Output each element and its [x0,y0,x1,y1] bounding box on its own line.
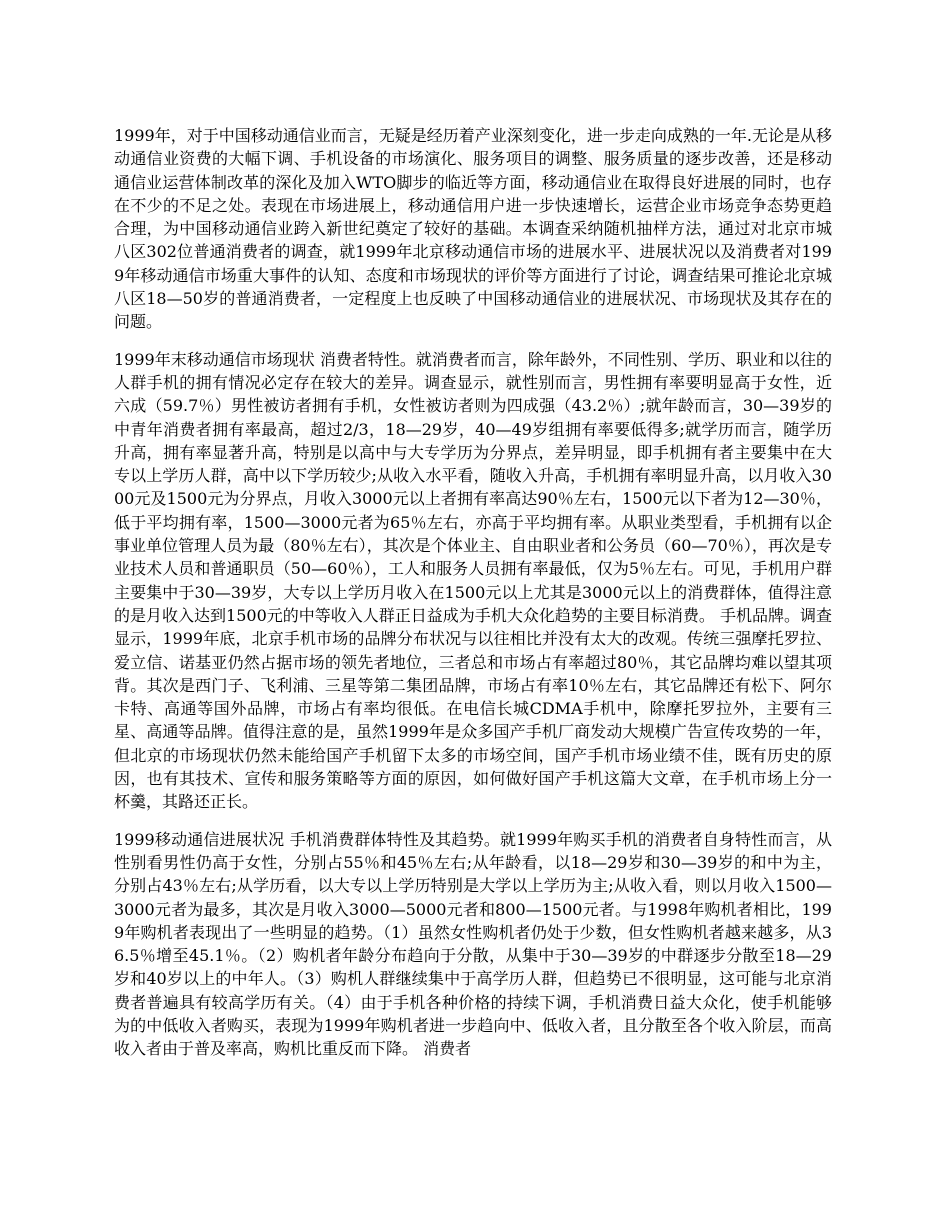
paragraph-development: 1999移动通信进展状况 手机消费群体特性及其趋势。就1999年购买手机的消费者自身特性而言，从性别看男性仍高于女性，分别占55％和45％左右;从年龄看，以18—29岁和30—39岁的和中为主，分别占43％左右;从学历看，以大专以上学历特别是大学以上学历为主;从收入看，则以月收入1500—3000元者为最多，其次是月收入3000—5000元者和800—1500元者。与1998年购机者相比，1999年购机者表现出了一些明显的趋势。（1）虽然女性购机者仍处于少数，但女性购机者越来越多，从36.5％增至45.1％。（2）购机者年龄分布趋向于分散，从集中于30—39岁的中群逐步分散至18—29岁和40岁以上的中年人。（3）购机人群继续集中于高学历人群，但趋势已不很明显，这可能与北京消费者普遍具有较高学历有关。（4）由于手机各种价格的持续下调，手机消费日益大众化，使手机能够为的中低收入者购买，表现为1999年购机者进一步趋向中、低收入者，且分散至各个收入阶层，而高收入者由于普及率高，购机比重反而下降。 消费者 [114,829,832,1059]
paragraph-overview: 1999年，对于中国移动通信业而言，无疑是经历着产业深刻变化，进一步走向成熟的一年.无论是从移动通信业资费的大幅下调、手机设备的市场演化、服务项目的调整、服务质量的逐步改善，还是移动通信业运营体制改革的深化及加入WTO脚步的临近等方面，移动通信业在取得良好进展的同时，也存在不少的不足之处。表现在市场进展上，移动通信用户进一步快速增长，运营企业市场竞争态势更趋合理，为中国移动通信业跨入新世纪奠定了较好的基础。本调查采纳随机抽样方法，通过对北京市城八区302位普通消费者的调查，就1999年北京移动通信市场的进展水平、进展状况以及消费者对1999年移动通信市场重大事件的认知、态度和市场现状的评价等方面进行了讨论，调查结果可推论北京城八区18—50岁的普通消费者，一定程度上也反映了中国移动通信业的进展状况、市场现状及其存在的问题。 [114,126,832,332]
paragraph-market-status: 1999年末移动通信市场现状 消费者特性。就消费者而言，除年龄外，不同性别、学历、职业和以往的人群手机的拥有情况必定存在较大的差异。调查显示，就性别而言，男性拥有率要明显高于女性，近六成（59.7％）男性被访者拥有手机，女性被访者则为四成强（43.2％）;就年龄而言，30—39岁的中青年消费者拥有率最高，超过2/3，18—29岁，40—49岁组拥有率要低得多;就学历而言，随学历升高，拥有率显著升高，特别是以高中与大专学历为分界点，差异明显，即手机拥有者主要集中在大专以上学历人群，高中以下学历较少;从收入水平看，随收入升高，手机拥有率明显升高，以月收入3000元及1500元为分界点，月收入3000元以上者拥有率高达90％左右，1500元以下者为12—30％，低于平均拥有率，1500—3000元者为65％左右，亦高于平均拥有率。从职业类型看，手机拥有以企事业单位管理人员为最（80％左右），其次是个体业主、自由职业者和公务员（60—70％），再次是专业技术人员和普通职员（50—60％），工人和服务人员拥有率最低，仅为5％左右。可见，手机用户群主要集中于30—39岁，大专以上学历月收入在1500元以上尤其是3000元以上的消费群体，值得注意的是月收入达到1500元的中等收入人群正日益成为手机大众化趋势的主要目标消费。 手机品牌。调查显示，1999年底，北京手机市场的品牌分布状况与以往相比并没有太大的改观。传统三强摩托罗拉、爱立信、诺基亚仍然占据市场的领先者地位，三者总和市场占有率超过80％，其它品牌均难以望其项背。其次是西门子、飞利浦、三星等第二集团品牌，市场占有率10％左右，其它品牌还有松下、阿尔卡特、高通等国外品牌，市场占有率均很低。在电信长城CDMA手机中，除摩托罗拉外，主要有三星、高通等品牌。值得注意的是，虽然1999年是众多国产手机厂商发动大规模广告宣传攻势的一年，但北京的市场现状仍然未能给国产手机留下太多的市场空间，国产手机市场业绩不佳，既有历史的原因，也有其技术、宣传和服务策略等方面的原因，如何做好国产手机这篇大文章，在手机市场上分一杯羹，其路还正长。 [114,349,832,812]
document-body [114,124,832,1061]
